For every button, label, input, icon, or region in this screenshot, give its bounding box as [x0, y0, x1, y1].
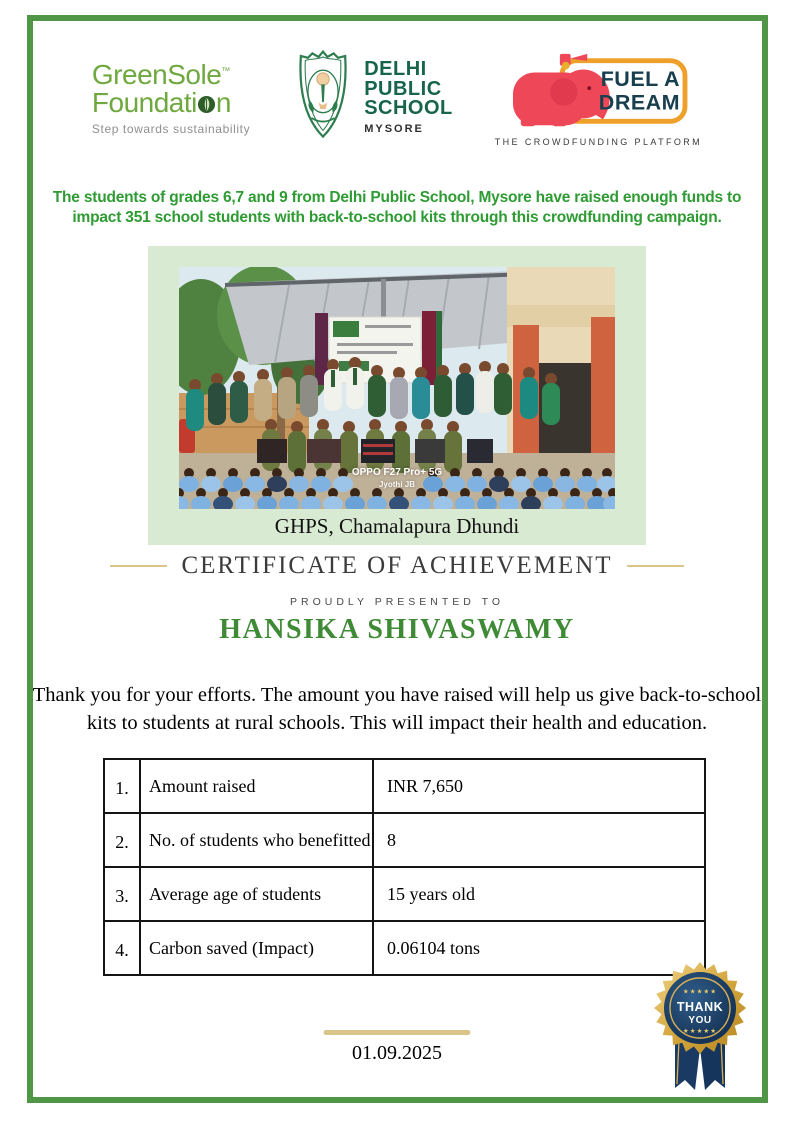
- dps-line2: PUBLIC: [364, 77, 442, 100]
- greensole-logo: [91, 58, 251, 136]
- fueladream-line2: DREAM: [599, 90, 681, 115]
- dps-crest-icon: [292, 46, 354, 149]
- presented-label: PROUDLY PRESENTED TO: [289, 596, 504, 608]
- gold-rule-left: [110, 565, 167, 567]
- leaf-o-icon: [197, 91, 216, 119]
- dps-logo: [292, 46, 453, 149]
- thank-you-ribbon-icon: [645, 960, 755, 1092]
- fueladream-elephant-icon: [504, 49, 692, 135]
- dps-wordmark: [364, 60, 453, 135]
- photo-card: [148, 246, 646, 545]
- fueladream-tagline: THE CROWDFUNDING PLATFORM: [494, 136, 703, 147]
- group-photo: [179, 267, 615, 509]
- row-value: 8: [373, 813, 705, 867]
- fueladream-logo: [495, 49, 702, 147]
- table-row: [104, 921, 705, 975]
- row-number: 4.: [104, 921, 140, 975]
- photo-watermark: [179, 467, 615, 490]
- logo-row: [0, 46, 794, 149]
- table-row: [104, 813, 705, 867]
- dps-line1: DELHI: [364, 58, 427, 81]
- gold-date-rule: [324, 1030, 471, 1035]
- trademark-symbol: ™: [221, 65, 230, 76]
- greensole-tagline: Step towards sustainability: [91, 121, 251, 136]
- photo-caption: GHPS, Chamalapura Dhundi: [274, 514, 520, 538]
- gold-rule-right: [627, 565, 684, 567]
- thank-you-badge: [645, 960, 755, 1092]
- badge-stars-top: ★★★★★: [682, 987, 718, 996]
- row-value: 0.06104 tons: [373, 921, 705, 975]
- table-row: [104, 759, 705, 813]
- campaign-statement: The students of grades 6,7 and 9 from Delhi Public School, Mysore have raised enough funds to impact 351 school students with back-to-school kits through this crowdfunding campaign.: [52, 188, 742, 226]
- row-value: 15 years old: [373, 867, 705, 921]
- dps-city: MYSORE: [364, 123, 424, 135]
- row-number: 2.: [104, 813, 140, 867]
- row-label: No. of students who benefitted: [140, 813, 373, 867]
- row-number: 3.: [104, 867, 140, 921]
- thank-you-message: Thank you for your efforts. The amount you have raised will help us give back-to-school kits to students at rural schools. This will impact their health and education.: [32, 683, 762, 735]
- row-label: Average age of students: [140, 867, 373, 921]
- row-label: Amount raised: [140, 759, 373, 813]
- greensole-wordmark: GreenSole™: [91, 58, 230, 90]
- badge-stars-bottom: ★★★★★: [682, 1027, 718, 1035]
- fueladream-line1: FUEL A: [601, 66, 681, 91]
- row-number: 1.: [104, 759, 140, 813]
- watermark-line1: OPPO F27 Pro+ 5G: [351, 467, 443, 478]
- recipient-name: HANSIKA SHIVASWAMY: [219, 614, 575, 645]
- date: 01.09.2025: [352, 1042, 442, 1064]
- table-row: [104, 867, 705, 921]
- watermark-line2: Jyothi JB: [378, 479, 415, 489]
- badge-line2: YOU: [688, 1015, 712, 1026]
- row-value: INR 7,650: [373, 759, 705, 813]
- dps-line3: SCHOOL: [364, 97, 453, 120]
- impact-table: [103, 758, 706, 976]
- row-label: Carbon saved (Impact): [140, 921, 373, 975]
- badge-line1: THANK: [676, 1000, 724, 1014]
- certificate-heading: CERTIFICATE OF ACHIEVEMENT: [181, 552, 613, 579]
- greensole-foundation-wordmark: Foundati n: [91, 86, 231, 118]
- certificate-heading-row: [110, 552, 684, 580]
